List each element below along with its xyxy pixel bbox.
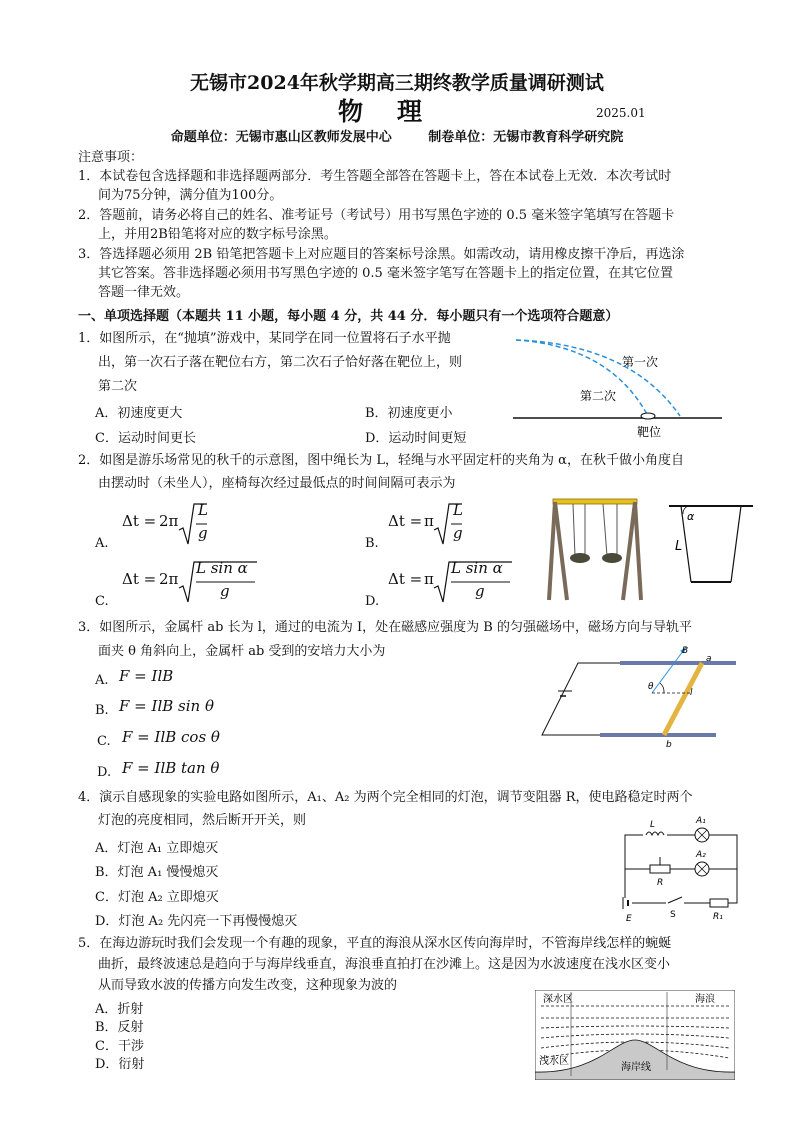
q3-formula-a: F = IlB	[119, 667, 174, 685]
q4-label-R: R	[657, 878, 664, 888]
exam-title: 无锡市2024年秋学期高三期终教学质量调研测试	[190, 72, 604, 94]
q3-formula-c: F = IlB cos θ	[122, 728, 220, 746]
q3-label-l: l	[690, 688, 693, 698]
q4-stem: 灯泡的亮度相同，然后断开开关，则	[98, 813, 307, 828]
q1-option-a[interactable]: A．初速度更大	[95, 406, 183, 421]
q5-option-a[interactable]: A．折射	[95, 1002, 144, 1017]
q5-option-d[interactable]: D．衍射	[95, 1057, 145, 1072]
q3-formula-d: F = IlB tan θ	[122, 759, 220, 777]
q1-label-first: 第一次	[622, 355, 659, 369]
q4-stem: 4．演示自感现象的实验电路如图所示，A₁、A₂ 为两个完全相同的灯泡，调节变阻器 R，使电路稳定时两个	[78, 790, 693, 805]
q5-label-coast: 海岸线	[621, 1062, 651, 1073]
q4-label-A2: A₂	[696, 850, 706, 860]
q4-label-S: S	[670, 910, 676, 920]
q2-option-b[interactable]: B.	[365, 536, 379, 551]
q5-stem: 5．在海边游玩时我们会发现一个有趣的现象，平直的海浪从深水区传向海岸时，不管海岸线怎样的蜿蜒	[78, 936, 672, 951]
q2-stem: 由摆动时（未坐人），座椅每次经过最低点的时间间隔可表示为	[98, 476, 456, 491]
q1-option-b[interactable]: B．初速度更小	[365, 406, 453, 421]
q5-label-deep: 深水区	[543, 994, 573, 1005]
notice-line: 上，并用2B铅笔将对应的数字标号涂黑。	[98, 227, 337, 242]
notice-line: 答题一律无效。	[98, 285, 190, 300]
q2-option-a[interactable]: A.	[95, 536, 109, 551]
q1-label-target: 靶位	[637, 425, 662, 439]
q1-stem: 1．如图所示，在“抛填”游戏中，某同学在同一位置将石子水平抛	[78, 331, 451, 346]
q4-option-d[interactable]: D．灯泡 A₂ 先闪亮一下再慢慢熄灭	[95, 914, 298, 929]
q3-formula-b: F = IlB sin θ	[119, 697, 214, 715]
q4-label-R1: R₁	[713, 912, 723, 922]
q1-stem: 出，第一次石子落在靶位右方，第二次石子恰好落在靶位上，则	[98, 355, 463, 370]
notice-heading: 注意事项：	[78, 150, 144, 165]
notice-line: 3．答选择题必须用 2B 铅笔把答题卡上对应题目的答案标号涂黑。如需改动，请用橡皮擦干净后，再选涂	[78, 247, 685, 262]
q5-option-b[interactable]: B．反射	[95, 1020, 144, 1035]
q2-option-c[interactable]: C.	[95, 594, 109, 609]
q1-option-c[interactable]: C．运动时间更长	[95, 431, 196, 446]
notice-line: 其它答案。答非选择题必须用书写黑色字迹的 0.5 毫米签字笔写在答题卡上的指定位置，在其它位置	[98, 266, 673, 281]
q3-stem: 面夹 θ 角斜向上，金属杆 ab 受到的安培力大小为	[98, 644, 386, 659]
unit-proposer: 命题单位：无锡市惠山区教师发展中心	[170, 130, 392, 145]
q4-option-a[interactable]: A．灯泡 A₁ 立即熄灭	[95, 841, 219, 856]
q5-label-shallow: 浅水区	[539, 1056, 569, 1067]
q1-label-second: 第二次	[580, 389, 617, 403]
section-heading: 一、单项选择题（本题共 11 小题，每小题 4 分，共 44 分．每小题只有一个选项符合题意）	[78, 309, 619, 324]
q3-label-theta: θ	[648, 682, 654, 692]
q3-label-B: B	[682, 646, 689, 656]
unit-producer: 制卷单位：无锡市教育科学研究院	[428, 130, 624, 145]
q5-option-c[interactable]: C．干涉	[95, 1039, 144, 1054]
q2-label-L: L	[675, 539, 683, 554]
q3-figure	[540, 643, 740, 751]
q3-option-d[interactable]: D.	[97, 765, 112, 780]
q4-option-b[interactable]: B．灯泡 A₁ 慢慢熄灭	[95, 865, 219, 880]
q3-stem: 3．如图所示，金属杆 ab 长为 l，通过的电流为 I，处在磁感应强度为 B 的匀强磁场中，磁场方向与导轨平	[78, 620, 692, 635]
q5-label-wave: 海浪	[695, 994, 715, 1005]
q1-figure	[510, 330, 725, 442]
notice-line: 2．答题前，请务必将自己的姓名、准考证号（考试号）用书写黑色字迹的 0.5 毫米签字笔填写在答题卡	[78, 208, 675, 223]
q2-swing-figure	[545, 496, 645, 606]
q5-stem: 从而导致水波的传播方向发生改变，这种现象为波的	[98, 978, 398, 993]
q1-stem: 第二次	[98, 379, 138, 394]
q4-option-c[interactable]: C．灯泡 A₂ 立即熄灭	[95, 890, 219, 905]
q3-option-c[interactable]: C.	[97, 734, 111, 749]
q4-label-E: E	[626, 914, 632, 923]
q4-circuit-figure	[610, 813, 750, 923]
q3-option-a[interactable]: A.	[95, 673, 109, 688]
q2-option-d[interactable]: D.	[365, 594, 380, 609]
exam-units	[0, 126, 794, 145]
q2-label-alpha: α	[687, 510, 695, 523]
notice-line: 1．本试卷包含选择题和非选择题两部分．考生答题全部答在答题卡上，答在本试卷上无效．本次考试时	[78, 169, 672, 184]
q5-wave-figure	[535, 990, 735, 1080]
subject-title: 物理	[337, 97, 456, 126]
notice-line: 间为75分钟，满分值为100分。	[98, 188, 283, 203]
q5-stem: 曲折，最终波速总是趋向于与海岸线垂直，海浪垂直拍打在沙滩上。这是因为水波速度在浅水区变小	[98, 957, 671, 972]
q1-option-d[interactable]: D．运动时间更短	[365, 431, 467, 446]
q2-schematic-figure	[665, 500, 757, 600]
q4-label-L: L	[650, 820, 656, 830]
q3-option-b[interactable]: B.	[95, 703, 109, 718]
exam-date: 2025.01	[596, 106, 646, 120]
q3-label-b: b	[666, 740, 672, 750]
q2-stem: 2．如图是游乐场常见的秋千的示意图，图中绳长为 L，轻绳与水平固定杆的夹角为 α，在秋千做小角度自	[78, 453, 684, 468]
q3-label-a: a	[706, 654, 712, 664]
q4-label-A1: A₁	[696, 816, 706, 826]
